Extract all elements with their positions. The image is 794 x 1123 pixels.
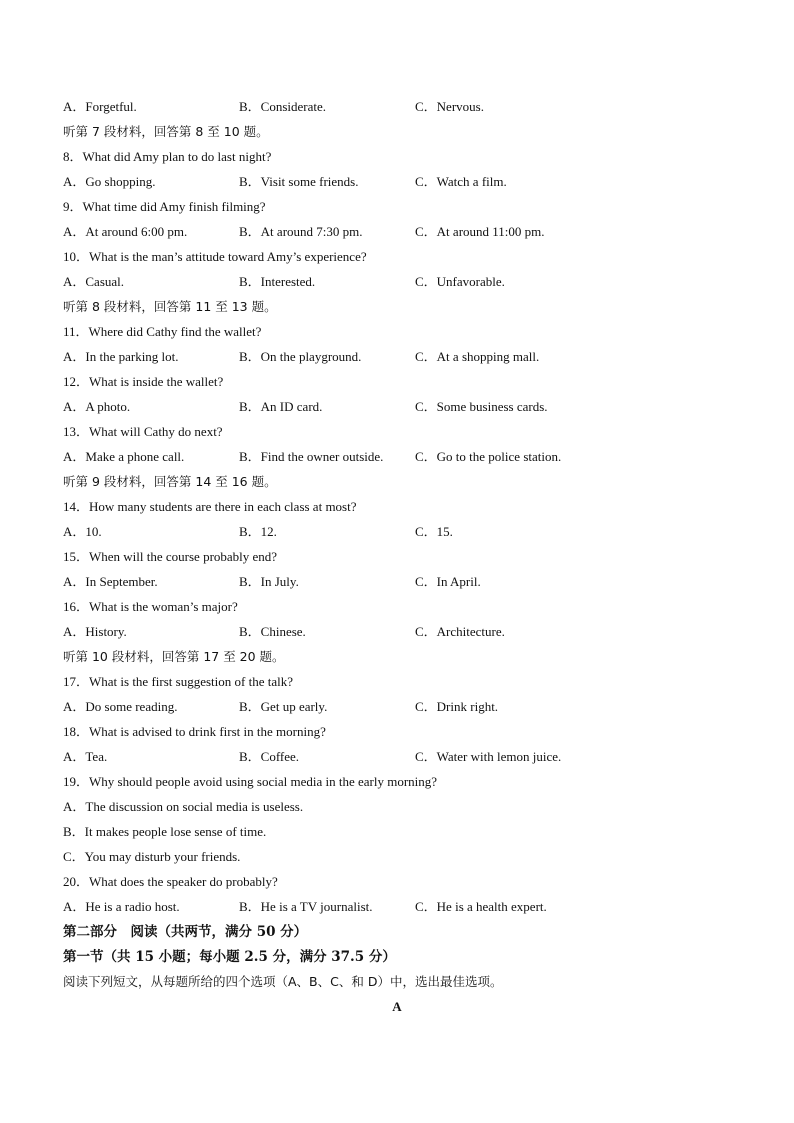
option-a: A．He is a radio host. xyxy=(63,899,180,914)
option-a: A．10. xyxy=(63,524,102,539)
section-instruction: 听第 9 段材料，回答第 14 至 16 题。 xyxy=(63,474,277,489)
section-instruction: 阅读下列短文，从每题所给的四个选项（A、B、C、和 D）中，选出最佳选项。 xyxy=(63,974,503,989)
section-instruction: 听第 10 段材料，回答第 17 至 20 题。 xyxy=(63,649,285,664)
option-c: C．Water with lemon juice. xyxy=(415,749,562,764)
option-a: A．Casual. xyxy=(63,274,125,289)
question-text: 16．What is the woman’s major? xyxy=(63,599,238,614)
option-c: C．Nervous. xyxy=(415,99,484,114)
option-a: A．Make a phone call. xyxy=(63,449,185,464)
option-b: B．Get up early. xyxy=(239,699,328,714)
option-b: B．In July. xyxy=(239,574,299,589)
option-a: A．At around 6:00 pm. xyxy=(63,224,188,239)
section-instruction: 听第 8 段材料，回答第 11 至 13 题。 xyxy=(63,299,277,314)
option-b: B．Chinese. xyxy=(239,624,306,639)
option-c: C．At around 11:00 pm. xyxy=(415,224,545,239)
option-b: B．12. xyxy=(239,524,277,539)
option-c: C．15. xyxy=(415,524,453,539)
option-c: C．Architecture. xyxy=(415,624,505,639)
option-b: B．Interested. xyxy=(239,274,316,289)
question-text: C．You may disturb your friends. xyxy=(63,849,241,864)
option-c: C．In April. xyxy=(415,574,481,589)
question-text: 14．How many students are there in each class at most? xyxy=(63,499,357,514)
question-text: 19．Why should people avoid using social media in the early morning? xyxy=(63,774,438,789)
option-c: C．Watch a film. xyxy=(415,174,507,189)
option-b: B．On the playground. xyxy=(239,349,362,364)
option-c: C．Drink right. xyxy=(415,699,499,714)
question-text: 12．What is inside the wallet? xyxy=(63,374,224,389)
option-a: A．Forgetful. xyxy=(63,99,137,114)
section-heading: 第二部分 阅读（共两节，满分 50 分） xyxy=(63,924,308,940)
question-text: 17．What is the first suggestion of the talk? xyxy=(63,674,293,689)
option-b: B．He is a TV journalist. xyxy=(239,899,373,914)
option-c: C．He is a health expert. xyxy=(415,899,547,914)
option-a: A．Go shopping. xyxy=(63,174,156,189)
question-text: 18．What is advised to drink first in the morning? xyxy=(63,724,326,739)
question-text: 11．Where did Cathy find the wallet? xyxy=(63,324,262,339)
question-text: A．The discussion on social media is useless. xyxy=(63,799,304,814)
option-a: A．Do some reading. xyxy=(63,699,178,714)
question-text: 15．When will the course probably end? xyxy=(63,549,278,564)
question-text: B．It makes people lose sense of time. xyxy=(63,824,267,839)
option-a: A．Tea. xyxy=(63,749,108,764)
option-b: B．Find the owner outside. xyxy=(239,449,384,464)
section-heading: 第一节（共 15 小题；每小题 2.5 分，满分 37.5 分） xyxy=(63,949,396,965)
option-c: C．Unfavorable. xyxy=(415,274,505,289)
option-c: C．Some business cards. xyxy=(415,399,548,414)
question-text: 13．What will Cathy do next? xyxy=(63,424,223,439)
question-text: 9．What time did Amy finish filming? xyxy=(63,199,266,214)
option-b: B．Visit some friends. xyxy=(239,174,359,189)
option-a: A．In September. xyxy=(63,574,158,589)
option-b: B．Considerate. xyxy=(239,99,327,114)
option-b: B．An ID card. xyxy=(239,399,323,414)
option-c: C．Go to the police station. xyxy=(415,449,562,464)
option-c: C．At a shopping mall. xyxy=(415,349,540,364)
option-b: B．Coffee. xyxy=(239,749,300,764)
option-a: A．History. xyxy=(63,624,127,639)
question-text: 20．What does the speaker do probably? xyxy=(63,874,278,889)
option-b: B．At around 7:30 pm. xyxy=(239,224,363,239)
section-instruction: 听第 7 段材料，回答第 8 至 10 题。 xyxy=(63,124,269,139)
question-text: 10．What is the man’s attitude toward Amy’s experience? xyxy=(63,249,367,264)
option-a: A．A photo. xyxy=(63,399,131,414)
passage-label: A xyxy=(392,999,402,1014)
option-a: A．In the parking lot. xyxy=(63,349,179,364)
question-text: 8．What did Amy plan to do last night? xyxy=(63,149,272,164)
